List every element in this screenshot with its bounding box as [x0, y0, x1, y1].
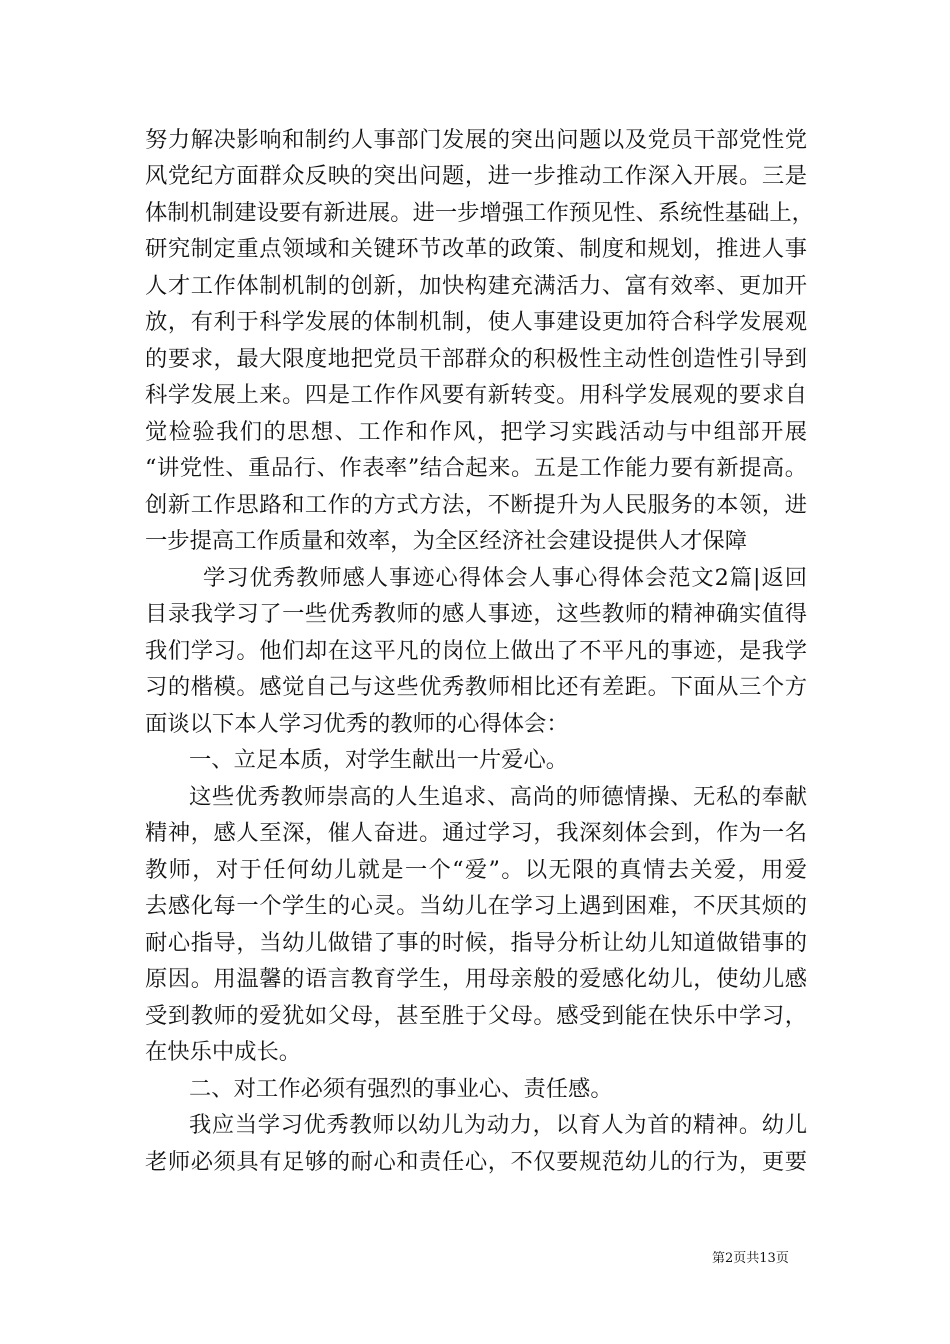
- text-line: 努力解决影响和制约人事部门发展的突出问题以及党员干部党性党: [145, 127, 807, 153]
- text-line: 老师必须具有足够的耐心和责任心，不仅要规范幼儿的行为，更要: [145, 1149, 807, 1175]
- text-line: “讲党性、重品行、作表率”结合起来。五是工作能力要有新提高。: [145, 455, 807, 481]
- text-line: 精神，感人至深，催人奋进。通过学习，我深刻体会到，作为一名: [145, 820, 807, 846]
- text-line: 去感化每一个学生的心灵。当幼儿在学习上遇到困难，不厌其烦的: [145, 893, 807, 919]
- text-line: 体制机制建设要有新进展。进一步增强工作预见性、系统性基础上，: [145, 200, 814, 226]
- text-line: 在快乐中成长。: [145, 1039, 302, 1065]
- text-line: 耐心指导，当幼儿做错了事的时候，指导分析让幼儿知道做错事的: [145, 930, 807, 956]
- subheading-line: 二、对工作必须有强烈的事业心、责任感。: [189, 1076, 613, 1102]
- subheading-line: 一、立足本质，对学生献出一片爱心。: [189, 747, 569, 773]
- text-line: 的要求，最大限度地把党员干部群众的积极性主动性创造性引导到: [145, 346, 807, 372]
- text-line: 科学发展上来。四是工作作风要有新转变。用科学发展观的要求自: [145, 382, 807, 408]
- paragraph-start-line: 这些优秀教师崇高的人生追求、高尚的师德情操、无私的奉献: [189, 784, 807, 810]
- text-line: 教师，对于任何幼儿就是一个“爱”。以无限的真情去关爱，用爱: [145, 857, 807, 883]
- section-heading-line: 学习优秀教师感人事迹心得体会人事心得体会范文2篇|返回: [203, 565, 807, 591]
- paragraph-start-line: 我应当学习优秀教师以幼儿为动力，以育人为首的精神。幼儿: [189, 1112, 807, 1138]
- text-line: 创新工作思路和工作的方式方法，不断提升为人民服务的本领，进: [145, 492, 807, 518]
- text-line: 目录我学习了一些优秀教师的感人事迹，这些教师的精神确实值得: [145, 601, 807, 627]
- text-line: 面谈以下本人学习优秀的教师的心得体会：: [145, 711, 569, 737]
- page-number: 第2页共13页: [712, 1251, 789, 1266]
- text-line: 研究制定重点领域和关键环节改革的政策、制度和规划，推进人事: [145, 236, 807, 262]
- text-line: 受到教师的爱犹如父母，甚至胜于父母。感受到能在快乐中学习，: [145, 1003, 807, 1029]
- text-line: 习的楷模。感觉自己与这些优秀教师相比还有差距。下面从三个方: [145, 674, 807, 700]
- text-line: 一步提高工作质量和效率，为全区经济社会建设提供人才保障: [145, 528, 748, 554]
- text-line: 觉检验我们的思想、工作和作风，把学习实践活动与中组部开展: [145, 419, 807, 445]
- text-line: 风党纪方面群众反映的突出问题，进一步推动工作深入开展。三是: [145, 163, 807, 189]
- text-line: 放，有利于科学发展的体制机制，使人事建设更加符合科学发展观: [145, 309, 807, 335]
- text-line: 人才工作体制机制的创新，加快构建充满活力、富有效率、更加开: [145, 273, 807, 299]
- text-line: 原因。用温馨的语言教育学生，用母亲般的爱感化幼儿，使幼儿感: [145, 966, 807, 992]
- text-line: 我们学习。他们却在这平凡的岗位上做出了不平凡的事迹，是我学: [145, 638, 807, 664]
